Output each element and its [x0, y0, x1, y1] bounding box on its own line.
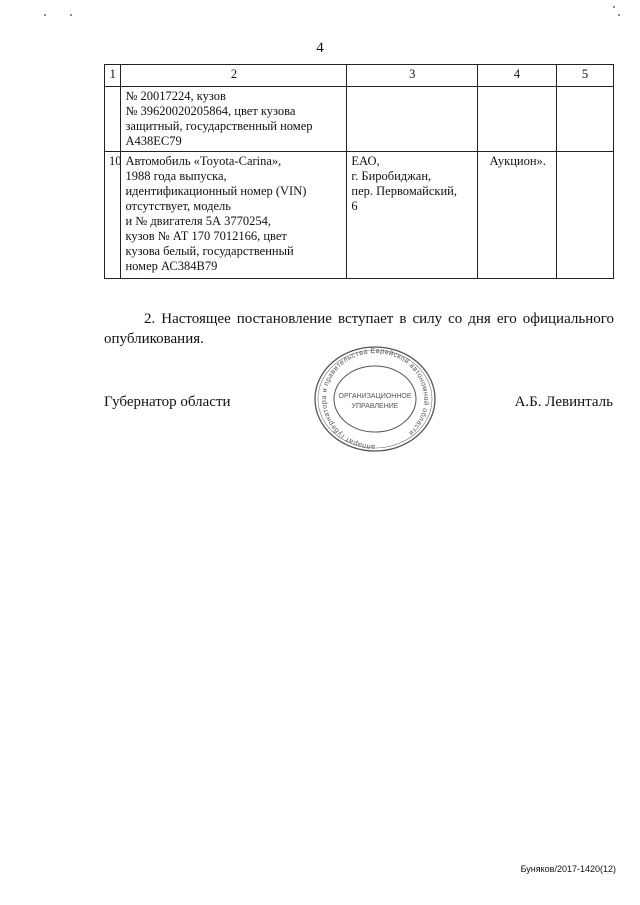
property-table	[104, 64, 614, 279]
scan-speck	[70, 14, 72, 16]
column-header: 2	[121, 65, 347, 87]
column-header: 4	[477, 65, 556, 87]
stamp-center-line-1: ОРГАНИЗАЦИОННОЕ	[338, 393, 412, 400]
scan-speck	[618, 14, 620, 16]
column-5-cell	[556, 87, 613, 152]
document-reference: Буняков/2017-1420(12)	[520, 864, 616, 874]
page-number: 4	[316, 40, 324, 56]
sale-method: Аукцион».	[477, 152, 556, 279]
column-5-cell	[556, 152, 613, 279]
table-header-row	[105, 65, 614, 87]
vehicle-description: Автомобиль «Toyota-Carina», 1988 года выпуска, идентификационный номер (VIN) отсутствует, модель и № двигателя 5А 3770254, кузов № АТ 170 7012166, цвет кузова белый, государственный номер АС384В79	[121, 152, 347, 279]
stamp-outer-text: аппарат губернатора и правительства Еврейской автономной области	[319, 346, 432, 453]
stamp-seal	[311, 346, 439, 454]
resolution-paragraph: 2. Настоящее постановление вступает в силу со дня его официального опубликования.	[104, 311, 614, 347]
table-row	[105, 152, 614, 279]
column-header: 5	[556, 65, 613, 87]
column-header: 3	[347, 65, 478, 87]
scan-speck	[613, 6, 615, 8]
row-number: 10	[105, 152, 121, 279]
signatory-name: А.Б. Левинталь	[514, 394, 613, 410]
stamp-center-line-2: УПРАВЛЕНИЕ	[351, 403, 399, 410]
sale-method	[477, 87, 556, 152]
table-row	[105, 87, 614, 152]
vehicle-location	[347, 87, 478, 152]
official-stamp	[311, 346, 439, 459]
column-header: 1	[105, 65, 121, 87]
row-number	[105, 87, 121, 152]
vehicle-description: № 20017224, кузов № 39620020205864, цвет кузова защитный, государственный номер А438ЕС79	[121, 87, 347, 152]
signatory-title: Губернатор области	[104, 394, 231, 410]
scan-speck	[44, 14, 46, 16]
vehicle-location: ЕАО, г. Биробиджан, пер. Первомайский, 6	[347, 152, 478, 279]
